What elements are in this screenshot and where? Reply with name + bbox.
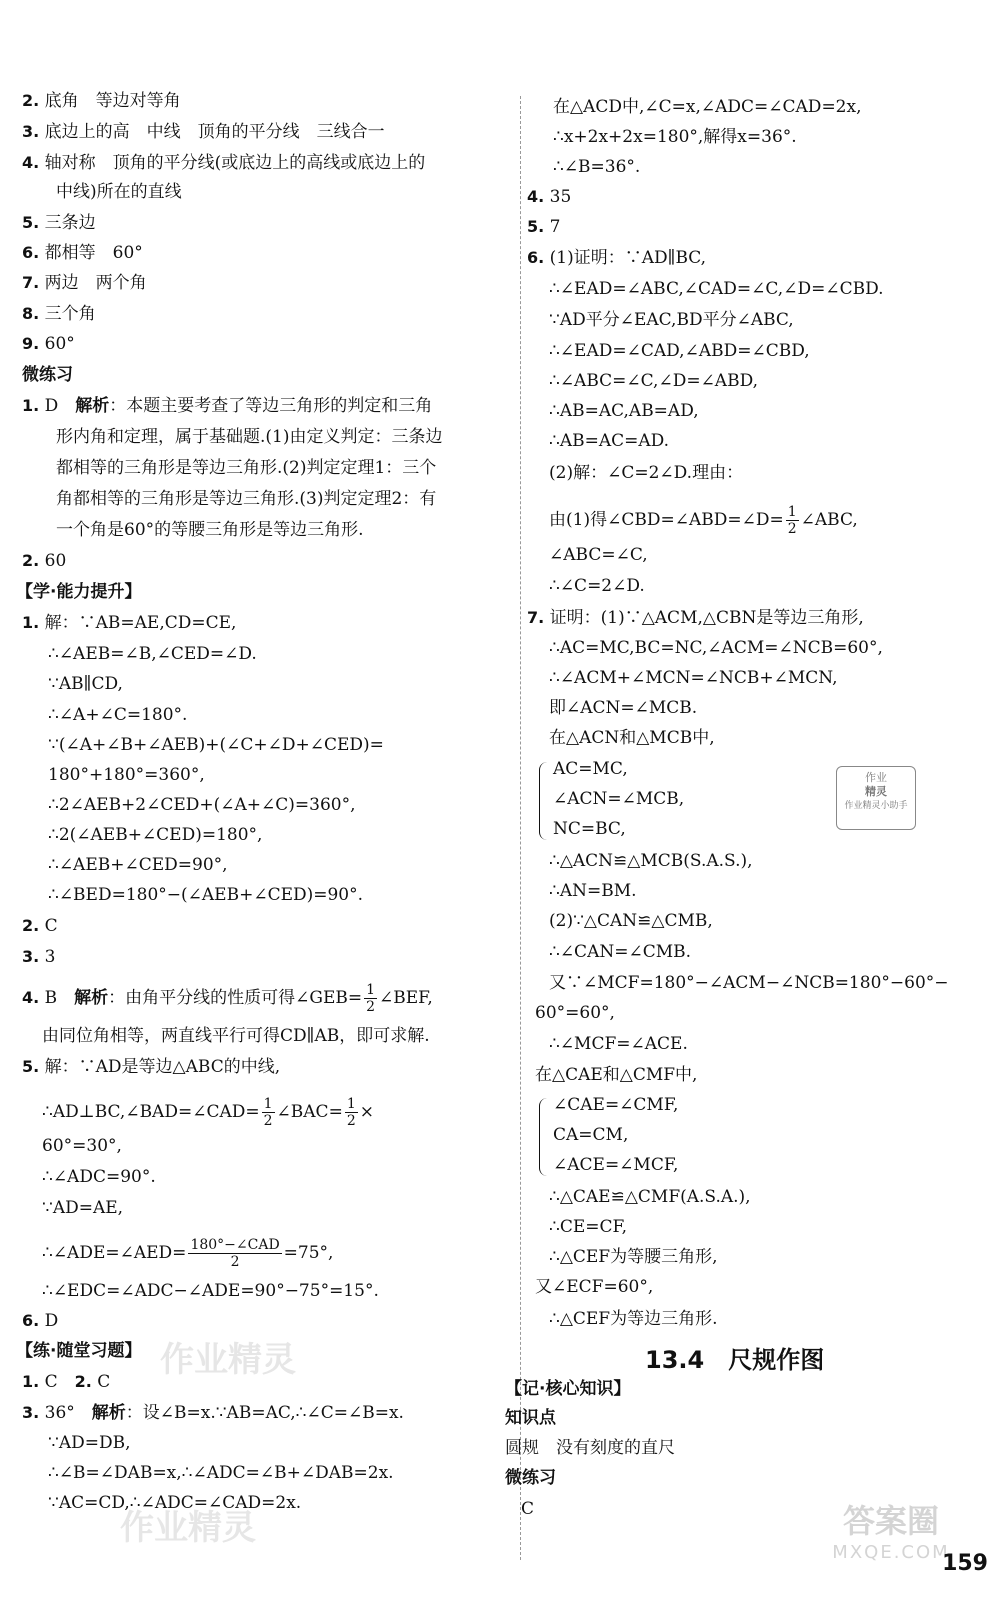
answer-line: 中线)所在的直线 (56, 182, 182, 202)
answer-line: 角都相等的三角形是等边三角形.(3)判定定理2：有 (56, 489, 437, 509)
answer-line: ∵AD=DB, (48, 1433, 131, 1453)
answer-line: ∴∠ADC=90°. (42, 1167, 156, 1187)
answer-line: 5. 解：∵AD是等边△ABC的中线, (22, 1057, 281, 1077)
section-title: 13.4 尺规作图 (645, 1346, 825, 1374)
answer-line: 8. 三个角 (22, 304, 96, 324)
answer-line: AC=MC, (553, 759, 628, 779)
system-brace (539, 762, 548, 840)
answer-line: ∵(∠A+∠B+∠AEB)+(∠C+∠D+∠CED)= (48, 735, 384, 755)
answer-line: 60°=60°, (535, 1003, 615, 1023)
answer-line: 5. 7 (527, 217, 561, 237)
answer-line: ∴∠MCF=∠ACE. (549, 1034, 688, 1054)
answer-line: ∴△ACN≌△MCB(S.A.S.), (549, 851, 753, 871)
system-brace (539, 1098, 548, 1176)
answer-line: 在△ACD中,∠C=x,∠ADC=∠CAD=2x, (553, 97, 862, 117)
answer-line: 又∵∠MCF=180°−∠ACM−∠NCB=180°−60°− (549, 973, 949, 993)
answer-line: 2. 60 (22, 551, 67, 571)
answer-line: 一个角是60°的等腰三角形是等边三角形. (56, 520, 364, 540)
answer-line: (2)解：∠C=2∠D.理由： (549, 463, 744, 483)
answer-line: 1. 解：∵AB=AE,CD=CE, (22, 613, 237, 633)
answer-line: ∴△CEF为等边三角形. (549, 1309, 718, 1329)
column-divider (520, 96, 521, 1560)
answer-line: 180°+180°=360°, (48, 765, 205, 785)
fraction: $\frac{1}{2}$ (787, 504, 797, 537)
answer-line: 1. C 2. C (22, 1372, 111, 1392)
answer-line: 在△CAE和△CMF中, (535, 1065, 698, 1085)
answer-line: 4. B 解析：由角平分线的性质可得∠GEB= $\frac{1}{2}$ ∠BEF, (22, 982, 433, 1015)
fraction: $\frac{1}{2}$ (366, 982, 376, 1015)
subheading: 微练习 (505, 1468, 556, 1488)
answer-line: 6. D (22, 1311, 59, 1331)
subheading: 微练习 (22, 365, 73, 385)
stamp-line: 精灵 (865, 785, 887, 798)
answer-line: ∠ABC=∠C, (549, 545, 648, 565)
answer-line: ∴∠C=2∠D. (549, 576, 645, 596)
section-header: 【记·核心知识】 (505, 1379, 631, 1399)
watermark: 作业精灵 (160, 1340, 296, 1380)
answer-line: ∵AB∥CD, (48, 674, 123, 694)
answer-line: C (521, 1499, 535, 1519)
answer-line: 3. 36° 解析：设∠B=x.∵AB=AC,∴∠C=∠B=x. (22, 1403, 404, 1423)
answer-line: 9. 60° (22, 334, 75, 354)
answer-line: 由(1)得∠CBD=∠ABD=∠D= $\frac{1}{2}$ ∠ABC, (549, 504, 858, 537)
answer-line: ∴△CAE≌△CMF(A.S.A.), (549, 1187, 751, 1207)
answer-line: ∵AD平分∠EAC,BD平分∠ABC, (549, 310, 794, 330)
answer-line: 2. 底角 等边对等角 (22, 91, 181, 111)
answer-line: 5. 三条边 (22, 213, 96, 233)
answer-line: ∴△CEF为等腰三角形, (549, 1247, 718, 1267)
answer-line: ∴2(∠AEB+∠CED)=180°, (48, 825, 263, 845)
section-header: 【学·能力提升】 (16, 582, 142, 602)
answer-line: ∴∠BED=180°−(∠AEB+∠CED)=90°. (48, 885, 364, 905)
stamp-line: 作业精灵小助手 (844, 801, 908, 811)
answer-line: 3. 底边上的高 中线 顶角的平分线 三线合一 (22, 122, 385, 142)
answer-line: ∴∠ABC=∠C,∠D=∠ABD, (549, 371, 759, 391)
answer-line: ∵AD=AE, (42, 1198, 124, 1218)
answer-line: 都相等的三角形是等边三角形.(2)判定定理1：三个 (56, 458, 437, 478)
answer-line: ∴∠ADE=∠AED= $\frac{\text{180°−∠CAD}}{2}$ =75°, (42, 1237, 334, 1270)
answer-line: ∠ACE=∠MCF, (553, 1155, 679, 1175)
answer-line: ∴∠CAN=∠CMB. (549, 942, 692, 962)
answer-line: ∴∠A+∠C=180°. (48, 705, 188, 725)
answer-line: ∴AN=BM. (549, 881, 637, 901)
stamp (836, 766, 916, 830)
answer-line: 7. 两边 两个角 (22, 273, 147, 293)
logo-text: 答案圈 (842, 1502, 939, 1540)
answer-line: 圆规 没有刻度的直尺 (505, 1438, 675, 1458)
fraction: $\frac{1}{2}$ (263, 1096, 273, 1129)
answer-line: 4. 35 (527, 187, 572, 207)
answer-line: ∴∠B=36°. (553, 157, 641, 177)
answer-line: 又∠ECF=60°, (535, 1277, 654, 1297)
fraction: $\frac{1}{2}$ (346, 1096, 356, 1129)
answer-line: 2. C (22, 916, 58, 936)
answer-line: 60°=30°, (42, 1136, 122, 1156)
answer-line: ∴∠EAD=∠ABC,∠CAD=∠C,∠D=∠CBD. (549, 279, 884, 299)
answer-line: 6. 都相等 60° (22, 243, 143, 263)
answer-line: 3. 3 (22, 947, 56, 967)
answer-line: (2)∵△CAN≌△CMB, (549, 911, 713, 931)
answer-line: ∠CAE=∠CMF, (553, 1095, 679, 1115)
answer-line: 6. (1)证明：∵AD∥BC, (527, 248, 707, 268)
answer-line: ∴∠EAD=∠CAD,∠ABD=∠CBD, (549, 341, 810, 361)
answer-line: ∵AC=CD,∴∠ADC=∠CAD=2x. (48, 1493, 302, 1513)
watermark: 作业精灵 (120, 1508, 256, 1548)
answer-line: 即∠ACN=∠MCB. (549, 698, 698, 718)
stamp-line: 作业 (865, 771, 887, 784)
answer-line: 形内角和定理，属于基础题.(1)由定义判定：三条边 (56, 427, 443, 447)
answer-line: ∴AD⊥BC,∠BAD=∠CAD= $\frac{1}{2}$ ∠BAC= $\frac{1}{2}$ × (42, 1096, 374, 1129)
answer-line: CA=CM, (553, 1125, 629, 1145)
answer-line: 7. 证明：(1)∵△ACM,△CBN是等边三角形, (527, 608, 864, 628)
section-header: 【练·随堂习题】 (16, 1341, 142, 1361)
answer-line: 1. D 解析：本题主要考查了等边三角形的判定和三角 (22, 396, 433, 416)
answer-line: ∴∠EDC=∠ADC−∠ADE=90°−75°=15°. (42, 1281, 379, 1301)
answer-line: ∴2∠AEB+2∠CED+(∠A+∠C)=360°, (48, 795, 356, 815)
answer-line: ∴∠AEB=∠B,∠CED=∠D. (48, 644, 257, 664)
site-logo (806, 1496, 976, 1563)
answer-line: NC=BC, (553, 819, 626, 839)
answer-line: ∴AC=MC,BC=NC,∠ACM=∠NCB=60°, (549, 638, 883, 658)
fraction: $\frac{\text{180°−∠CAD}}{2}$ (190, 1237, 280, 1270)
answer-line: ∴∠AEB+∠CED=90°, (48, 855, 228, 875)
logo-text: MXQE.COM (832, 1542, 950, 1563)
answer-line: ∴AB=AC=AD. (549, 431, 670, 451)
answer-line: ∴∠B=∠DAB=x,∴∠ADC=∠B+∠DAB=2x. (48, 1463, 394, 1483)
answer-line: 在△ACN和△MCB中, (549, 728, 715, 748)
answer-line: ∠ACN=∠MCB, (553, 789, 685, 809)
answer-line: 由同位角相等，两直线平行可得CD∥AB，即可求解. (42, 1026, 430, 1046)
subheading: 知识点 (505, 1408, 556, 1428)
answer-line: ∴x+2x+2x=180°,解得x=36°. (553, 127, 797, 147)
answer-line: ∴∠ACM+∠MCN=∠NCB+∠MCN, (549, 668, 838, 688)
answer-line: ∴AB=AC,AB=AD, (549, 401, 699, 421)
answer-line: 4. 轴对称 顶角的平分线(或底边上的高线或底边上的 (22, 153, 426, 173)
page-number: 159 (942, 1551, 988, 1576)
answer-line: ∴CE=CF, (549, 1217, 628, 1237)
